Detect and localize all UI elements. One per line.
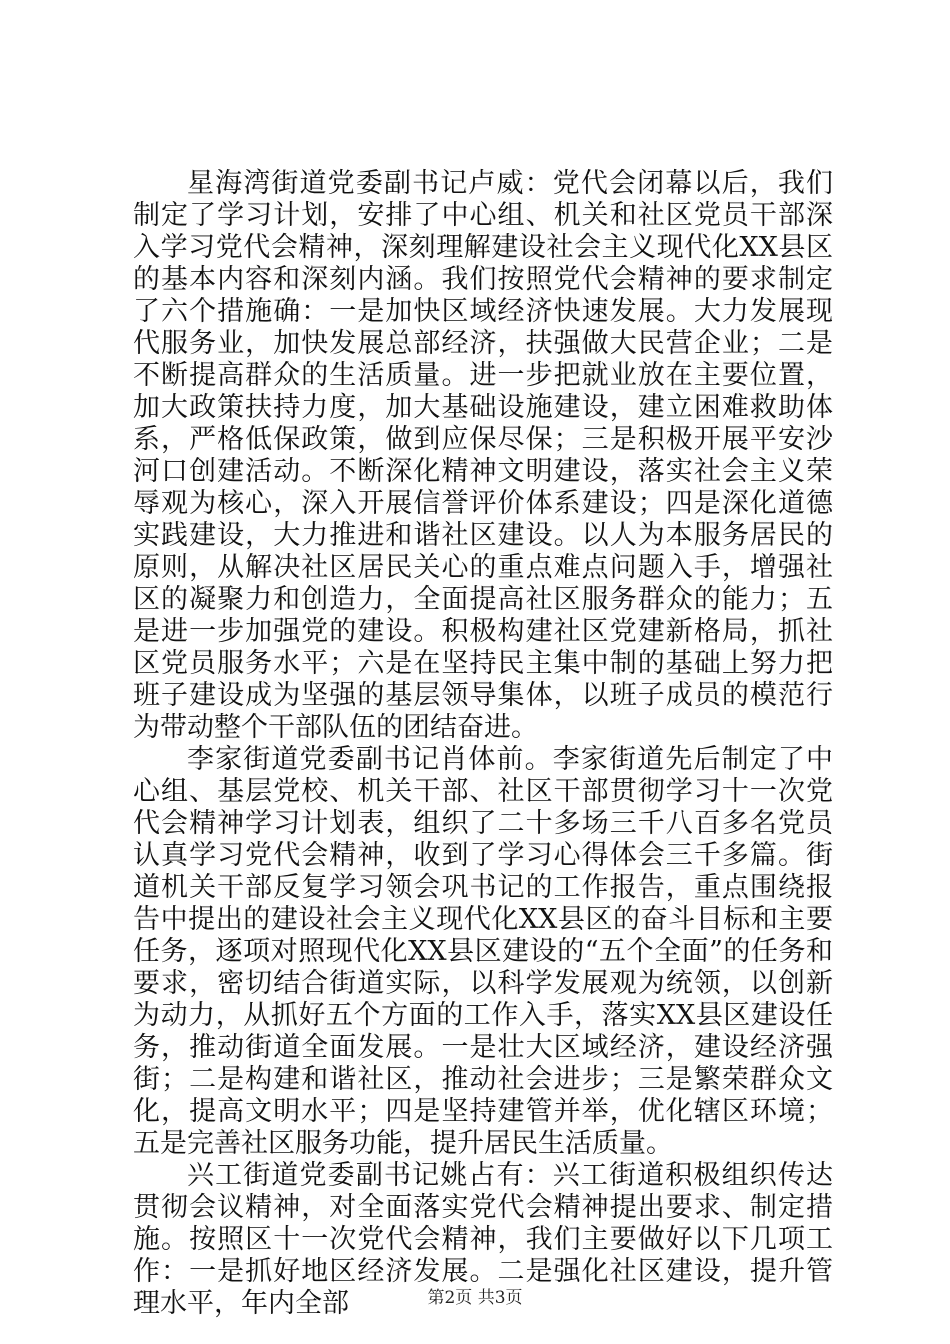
paragraph-xinghaiwan: 星海湾街道党委副书记卢威：党代会闭幕以后，我们制定了学习计划，安排了中心组、机关和社区党员干部深入学习党代会精神，深刻理解建设社会主义现代化XX县区的基本内容和深刻内涵。我们按照党代会精神的要求制定了六个措施确：一是加快区域经济快速发展。大力发展现代服务业，加快发展总部经济，扶强做大民营企业；二是不断提高群众的生活质量。进一步把就业放在主要位置，加大政策扶持力度，加大基础设施建设，建立困难救助体系，严格低保政策，做到应保尽保；三是积极开展平安沙河口创建活动。不断深化精神文明建设，落实社会主义荣辱观为核心，深入开展信誉评价体系建设；四是深化道德实践建设，大力推进和谐社区建设。以人为本服务居民的原则，从解决社区居民关心的重点难点问题入手，增强社区的凝聚力和创造力，全面提高社区服务群众的能力；五是进一步加强党的建设。积极构建社区党建新格局，抓社区党员服务水平；六是在坚持民主集中制的基础上努力把班子建设成为坚强的基层领导集体，以班子成员的模范行为带动整个干部队伍的团结奋进。 bbox=[133, 168, 833, 743]
document-body bbox=[133, 168, 833, 1320]
paragraph-xinggong: 兴工街道党委副书记姚占有：兴工街道积极组织传达贯彻会议精神，对全面落实党代会精神提出要求、制定措施。按照区十一次党代会精神，我们主要做好以下几项工作：一是抓好地区经济发展。二是强化社区建设，提升管理水平，年内全部 bbox=[133, 1160, 833, 1319]
paragraph-lijia: 李家街道党委副书记肖体前。李家街道先后制定了中心组、基层党校、机关干部、社区干部贯彻学习十一次党代会精神学习计划表，组织了二十多场三千八百多名党员认真学习党代会精神，收到了学习心得体会三千多篇。街道机关干部反复学习领会巩书记的工作报告，重点围绕报告中提出的建设社会主义现代化XX县区的奋斗目标和主要任务，逐项对照现代化XX县区建设的“五个全面”的任务和要求，密切结合街道实际，以科学发展观为统领，以创新为动力，从抓好五个方面的工作入手，落实XX县区建设任务，推动街道全面发展。一是壮大区域经济，建设经济强街；二是构建和谐社区，推动社会进步；三是繁荣群众文化，提高文明水平；四是坚持建管并举，优化辖区环境；五是完善社区服务功能，提升居民生活质量。 bbox=[133, 744, 833, 1159]
page-number-footer: 第2页 共3页 bbox=[427, 1288, 523, 1308]
